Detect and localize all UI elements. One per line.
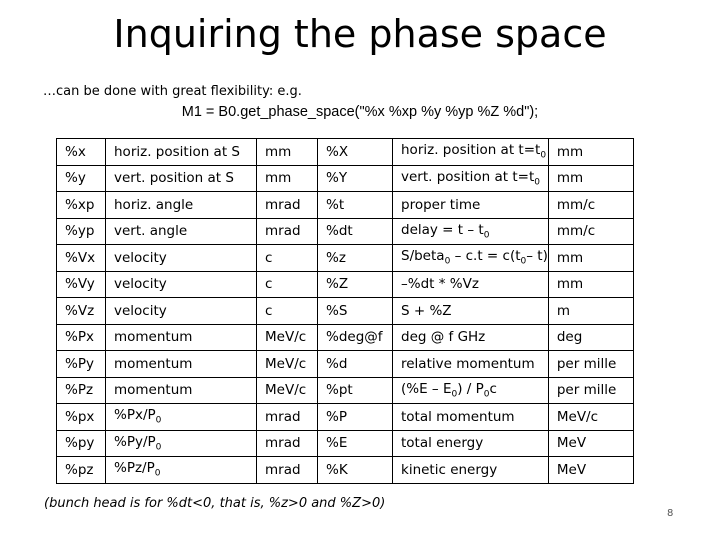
- table-cell: momentum: [106, 351, 257, 378]
- table-row: [57, 139, 634, 166]
- table-cell: %py: [57, 430, 106, 457]
- table-cell: $\%Pz/P_0$: [106, 457, 257, 484]
- table-cell: c: [257, 245, 318, 272]
- table-cell: %Py: [57, 351, 106, 378]
- table-cell: S + %Z: [393, 298, 549, 325]
- table-cell: velocity: [106, 245, 257, 272]
- table-cell: relative momentum: [393, 351, 549, 378]
- table-cell: total momentum: [393, 404, 549, 431]
- table-row: [57, 165, 634, 192]
- table-cell: MeV/c: [257, 324, 318, 351]
- table-cell: momentum: [106, 377, 257, 404]
- table-cell: %Pz: [57, 377, 106, 404]
- table-cell: %X: [318, 139, 393, 166]
- table-row: [57, 271, 634, 298]
- table-row: [57, 192, 634, 219]
- table-cell: %Vy: [57, 271, 106, 298]
- table-cell: MeV: [548, 430, 633, 457]
- table-cell: %dt: [318, 218, 393, 245]
- slide-title: Inquiring the phase space: [113, 12, 607, 56]
- table-cell: $\%Py/P_0$: [106, 430, 257, 457]
- table-row: [57, 298, 634, 325]
- table-cell: mrad: [257, 218, 318, 245]
- table-row: [57, 430, 634, 457]
- table-cell: %t: [318, 192, 393, 219]
- slide-subtitle: …can be done with great flexibility: e.g.: [43, 84, 302, 99]
- table-cell: %deg@f: [318, 324, 393, 351]
- table-cell: mm: [548, 165, 633, 192]
- table-row: [57, 404, 634, 431]
- table-cell: %xp: [57, 192, 106, 219]
- table-cell: per mille: [548, 377, 633, 404]
- table-cell: mrad: [257, 430, 318, 457]
- table-cell: m: [548, 298, 633, 325]
- table-cell: c: [257, 298, 318, 325]
- table-cell: %P: [318, 404, 393, 431]
- table-cell: mrad: [257, 192, 318, 219]
- table-cell: deg @ f GHz: [393, 324, 549, 351]
- table-row: [57, 245, 634, 272]
- table-cell: $\%Px/P_0$: [106, 404, 257, 431]
- table-cell: c: [257, 271, 318, 298]
- table-cell: per mille: [548, 351, 633, 378]
- table-cell: %Vz: [57, 298, 106, 325]
- table-cell: velocity: [106, 298, 257, 325]
- table-cell: deg: [548, 324, 633, 351]
- table-row: [57, 218, 634, 245]
- table-cell: %x: [57, 139, 106, 166]
- table-row: [57, 457, 634, 484]
- table-cell: %Z: [318, 271, 393, 298]
- table-cell: total energy: [393, 430, 549, 457]
- table-cell: horiz. angle: [106, 192, 257, 219]
- code-example: M1 = B0.get_phase_space("%x %xp %y %yp %Z %d");: [181, 104, 539, 120]
- table-cell: %d: [318, 351, 393, 378]
- table-cell: %pz: [57, 457, 106, 484]
- table-cell: horiz. position at $t=t_0$: [393, 139, 549, 166]
- table-cell: MeV/c: [257, 351, 318, 378]
- table-cell: proper time: [393, 192, 549, 219]
- phase-space-table: [56, 138, 634, 484]
- table-cell: %E: [318, 430, 393, 457]
- table-cell: vert. angle: [106, 218, 257, 245]
- table-cell: momentum: [106, 324, 257, 351]
- table-cell: horiz. position at S: [106, 139, 257, 166]
- table-cell: mm/c: [548, 192, 633, 219]
- table-cell: MeV/c: [257, 377, 318, 404]
- table-cell: %z: [318, 245, 393, 272]
- table-cell: mm/c: [548, 218, 633, 245]
- table-cell: $(\%E - E_0) / P_0c$: [393, 377, 549, 404]
- table-cell: %Vx: [57, 245, 106, 272]
- table-cell: mrad: [257, 404, 318, 431]
- table-cell: %pt: [318, 377, 393, 404]
- table-cell: –%dt * %Vz: [393, 271, 549, 298]
- table-cell: %px: [57, 404, 106, 431]
- table-cell: velocity: [106, 271, 257, 298]
- page-number: 8: [667, 508, 674, 519]
- table-cell: %K: [318, 457, 393, 484]
- table-cell: %S: [318, 298, 393, 325]
- table-cell: mrad: [257, 457, 318, 484]
- table-cell: mm: [257, 139, 318, 166]
- table-cell: S/beta$_0$ – $c.t = c(t_0-$ t): [393, 245, 549, 272]
- footnote: (bunch head is for %dt<0, that is, %z>0 and %Z>0): [44, 496, 386, 511]
- table-cell: %y: [57, 165, 106, 192]
- table-cell: MeV: [548, 457, 633, 484]
- table-cell: mm: [548, 139, 633, 166]
- table-cell: mm: [548, 271, 633, 298]
- table-row: [57, 324, 634, 351]
- table-cell: %Y: [318, 165, 393, 192]
- table-cell: %yp: [57, 218, 106, 245]
- table-row: [57, 377, 634, 404]
- table-cell: delay = t – $t_0$: [393, 218, 549, 245]
- table-cell: vert. position at S: [106, 165, 257, 192]
- table-row: [57, 351, 634, 378]
- table-cell: vert. position at $t=t_0$: [393, 165, 549, 192]
- table-cell: %Px: [57, 324, 106, 351]
- table-cell: mm: [548, 245, 633, 272]
- table-cell: mm: [257, 165, 318, 192]
- table-cell: kinetic energy: [393, 457, 549, 484]
- table-cell: MeV/c: [548, 404, 633, 431]
